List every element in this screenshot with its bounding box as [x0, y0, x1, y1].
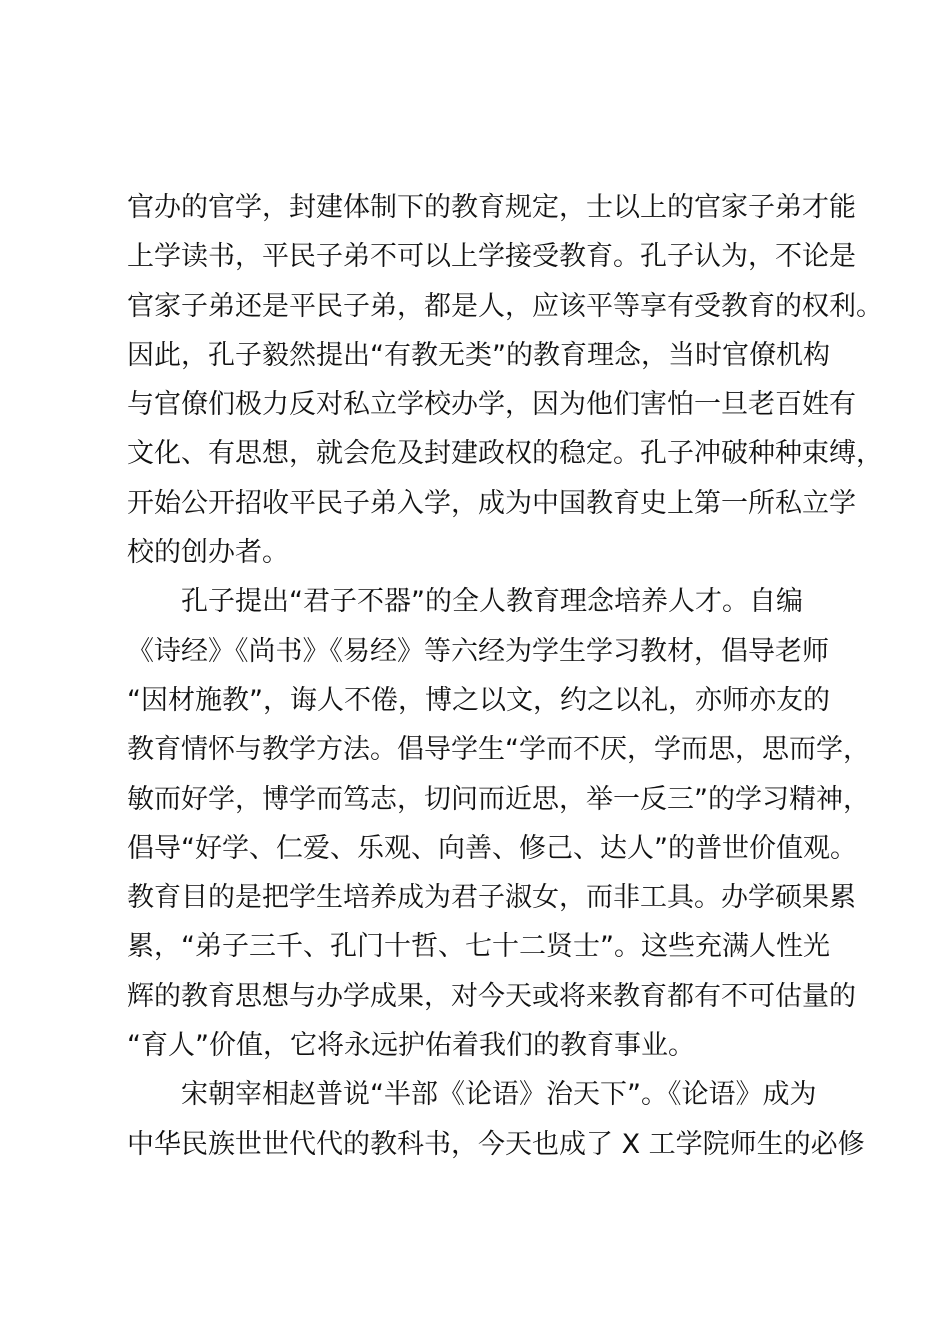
text-line: 与官僚们极力反对私立学校办学，因为他们害怕一旦老百姓有 [127, 389, 856, 421]
document-body [127, 183, 883, 1169]
text-line: 官办的官学，封建体制下的教育规定，士以上的官家子弟才能 [127, 192, 856, 223]
text-line: 中华民族世世代代的教科书，今天也成了 X 工学院师生的必修 [127, 1128, 865, 1160]
text-line: 倡导“好学、仁爱、乐观、向善、修己、达人”的普世价值观。 [127, 832, 857, 864]
text-line: 教育目的是把学生培养成为君子淑女，而非工具。办学硕果累 [127, 882, 856, 914]
text-line: 教育情怀与教学方法。倡导学生“学而不厌，学而思，思而学， [127, 734, 870, 766]
text-line: 辉的教育思想与办学成果，对今天或将来教育都有不可估量的 [127, 980, 856, 1012]
paragraph [127, 183, 883, 577]
text-line: 文化、有思想，就会危及封建政权的稳定。孔子冲破种种束缚， [127, 438, 883, 470]
text-line: 《诗经》《尚书》《易经》等六经为学生学习教材，倡导老师 [127, 635, 829, 667]
text-line: 敏而好学，博学而笃志，切问而近思，举一反三”的学习精神， [127, 783, 870, 815]
text-line: 因此，孔子毅然提出“有教无类”的教育理念，当时官僚机构 [127, 339, 830, 371]
text-line: 宋朝宰相赵普说“半部《论语》治天下”。《论语》成为 [181, 1079, 817, 1111]
text-line: 上学读书，平民子弟不可以上学接受教育。孔子认为，不论是 [127, 241, 856, 273]
text-line: 校的创办者。 [127, 537, 289, 569]
text-line: “育人”价值，它将永远护佑着我们的教育事业。 [127, 1030, 695, 1062]
text-line: 官家子弟还是平民子弟，都是人，应该平等享有受教育的权利。 [127, 290, 883, 322]
paragraph [127, 1070, 865, 1169]
text-line: 孔子提出“君子不器”的全人教育理念培养人才。自编 [181, 586, 803, 618]
text-line: 累，“弟子三千、孔门十哲、七十二贤士”。这些充满人性光 [127, 931, 830, 963]
text-line: “因材施教”，诲人不倦，博之以文，约之以礼，亦师亦友的 [127, 684, 830, 716]
paragraph [127, 577, 870, 1070]
text-line: 开始公开招收平民子弟入学，成为中国教育史上第一所私立学 [127, 487, 856, 519]
